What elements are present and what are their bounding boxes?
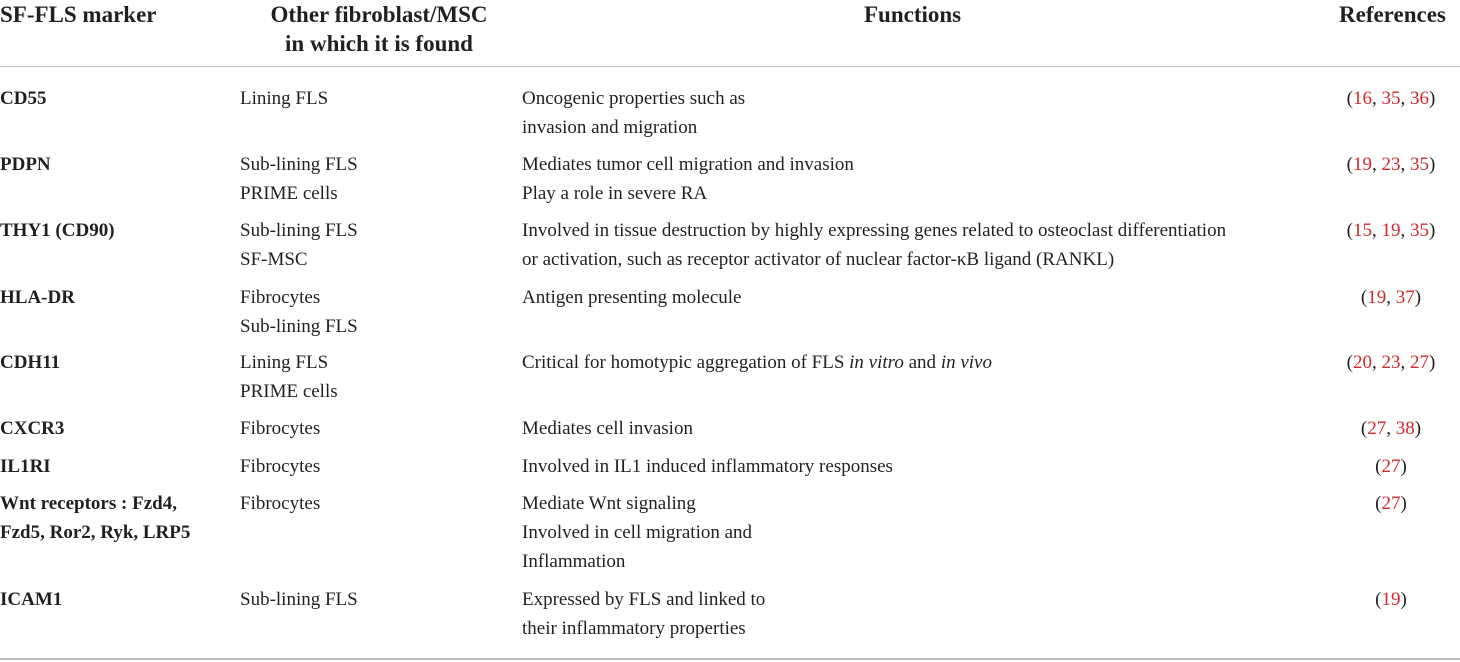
- functions-text: Mediates tumor cell migration and invasion: [522, 154, 854, 175]
- bottom-rule: [0, 658, 1460, 660]
- functions-text: their inflammatory properties: [522, 618, 746, 639]
- other-text: PRIME cells: [240, 183, 338, 204]
- reference-link[interactable]: 35: [1410, 154, 1429, 175]
- marker-text: CXCR3: [0, 418, 65, 439]
- other-text: Sub-lining FLS: [240, 220, 358, 241]
- header-sf-fls-marker: SF-FLS marker: [0, 2, 157, 27]
- marker-cell: [0, 452, 51, 481]
- references-cell: (27): [1375, 456, 1407, 477]
- marker-cell: [0, 348, 60, 377]
- marker-text: Wnt receptors : Fzd4,: [0, 493, 177, 514]
- reference-link[interactable]: 20: [1353, 352, 1372, 373]
- reference-link[interactable]: 38: [1395, 418, 1415, 439]
- references-cell: (27): [1375, 493, 1407, 514]
- other-cell: [240, 283, 358, 341]
- references-cell: (19): [1375, 589, 1407, 610]
- other-text: Lining FLS: [240, 352, 329, 373]
- functions-text: Involved in tissue destruction by highly expressing genes related to osteoclast differentiation: [522, 220, 1227, 241]
- reference-link[interactable]: 23: [1381, 154, 1401, 175]
- header-rule: [0, 66, 1460, 67]
- functions-cell: [522, 283, 742, 312]
- functions-text-part: Critical for homotypic aggregation of FLS: [522, 352, 850, 373]
- reference-link[interactable]: 19: [1381, 589, 1401, 610]
- references-cell: (20, 23, 27): [1346, 352, 1436, 373]
- reference-link[interactable]: 37: [1395, 287, 1415, 308]
- other-text: Sub-lining FLS: [240, 589, 358, 610]
- marker-cell: [0, 84, 46, 113]
- functions-text: Inflammation: [522, 551, 626, 572]
- other-cell: [240, 452, 320, 481]
- functions-text: Involved in cell migration and: [522, 522, 753, 543]
- functions-text: Expressed by FLS and linked to: [522, 589, 766, 610]
- header-other-fibroblast: [248, 0, 510, 58]
- references-cell: (19, 37): [1360, 287, 1422, 308]
- header-references: References: [1339, 2, 1446, 27]
- marker-text: ICAM1: [0, 589, 63, 610]
- header-other-line2: in which it is found: [285, 31, 473, 56]
- functions-cell: [522, 489, 752, 576]
- functions-cell: [522, 150, 854, 208]
- other-cell: [240, 150, 358, 208]
- functions-text-part: and: [903, 352, 941, 373]
- other-cell: [240, 84, 328, 113]
- reference-link[interactable]: 15: [1353, 220, 1372, 241]
- other-cell: [240, 585, 358, 614]
- other-cell: [240, 348, 338, 406]
- other-text: Fibrocytes: [240, 493, 321, 514]
- other-text: Sub-lining FLS: [240, 316, 358, 337]
- other-cell: [240, 414, 320, 443]
- reference-link[interactable]: 27: [1381, 456, 1401, 477]
- reference-link[interactable]: 19: [1353, 154, 1372, 175]
- functions-text: Involved in IL1 induced inflammatory responses: [522, 456, 893, 477]
- functions-text: Play a role in severe RA: [522, 183, 708, 204]
- reference-link[interactable]: 16: [1353, 88, 1372, 109]
- reference-link[interactable]: 35: [1410, 220, 1429, 241]
- marker-text: CD55: [0, 88, 47, 109]
- other-text: Fibrocytes: [240, 456, 321, 477]
- functions-cell: [522, 414, 693, 443]
- other-cell: [240, 216, 358, 274]
- reference-link[interactable]: 36: [1410, 88, 1429, 109]
- reference-link[interactable]: 23: [1381, 352, 1401, 373]
- functions-cell: [522, 216, 1226, 274]
- functions-cell: [522, 84, 745, 142]
- references-cell: (15, 19, 35): [1346, 220, 1436, 241]
- reference-link[interactable]: 19: [1367, 287, 1387, 308]
- other-text: SF-MSC: [240, 249, 308, 270]
- functions-text-italic: in vitro: [849, 352, 904, 373]
- reference-link[interactable]: 27: [1381, 493, 1401, 514]
- header-functions: Functions: [864, 2, 962, 27]
- marker-cell: [0, 414, 64, 443]
- marker-cell: [0, 150, 51, 179]
- reference-link[interactable]: 27: [1410, 352, 1429, 373]
- references-cell: (19, 23, 35): [1346, 154, 1436, 175]
- header-other-line1: Other fibroblast/MSC: [270, 2, 488, 27]
- other-cell: [240, 489, 320, 518]
- marker-text: IL1RI: [0, 456, 51, 477]
- marker-text: PDPN: [0, 154, 51, 175]
- marker-cell: [0, 585, 62, 614]
- references-cell: (27, 38): [1360, 418, 1422, 439]
- other-text: Fibrocytes: [240, 418, 321, 439]
- functions-text: invasion and migration: [522, 117, 698, 138]
- other-text: Fibrocytes: [240, 287, 321, 308]
- marker-text: THY1 (CD90): [0, 220, 115, 241]
- functions-text: Oncogenic properties such as: [522, 88, 746, 109]
- reference-link[interactable]: 35: [1381, 88, 1401, 109]
- marker-cell: [0, 283, 75, 312]
- functions-text: [522, 348, 992, 377]
- functions-text: Antigen presenting molecule: [522, 287, 742, 308]
- other-text: PRIME cells: [240, 381, 338, 402]
- reference-link[interactable]: 27: [1367, 418, 1387, 439]
- functions-text: or activation, such as receptor activator of nuclear factor-κB ligand (RANKL): [522, 249, 1115, 270]
- functions-cell: [522, 348, 992, 377]
- marker-text: CDH11: [0, 352, 61, 373]
- functions-text-italic: in vivo: [940, 352, 992, 373]
- functions-cell: [522, 452, 893, 481]
- functions-text: Mediate Wnt signaling: [522, 493, 696, 514]
- references-cell: (16, 35, 36): [1346, 88, 1436, 109]
- marker-cell: [0, 489, 190, 547]
- other-text: Lining FLS: [240, 88, 329, 109]
- marker-text: Fzd5, Ror2, Ryk, LRP5: [0, 522, 191, 543]
- marker-text: HLA-DR: [0, 287, 75, 308]
- other-text: Sub-lining FLS: [240, 154, 358, 175]
- marker-cell: [0, 216, 115, 245]
- reference-link[interactable]: 19: [1381, 220, 1401, 241]
- functions-cell: [522, 585, 765, 643]
- functions-text: Mediates cell invasion: [522, 418, 693, 439]
